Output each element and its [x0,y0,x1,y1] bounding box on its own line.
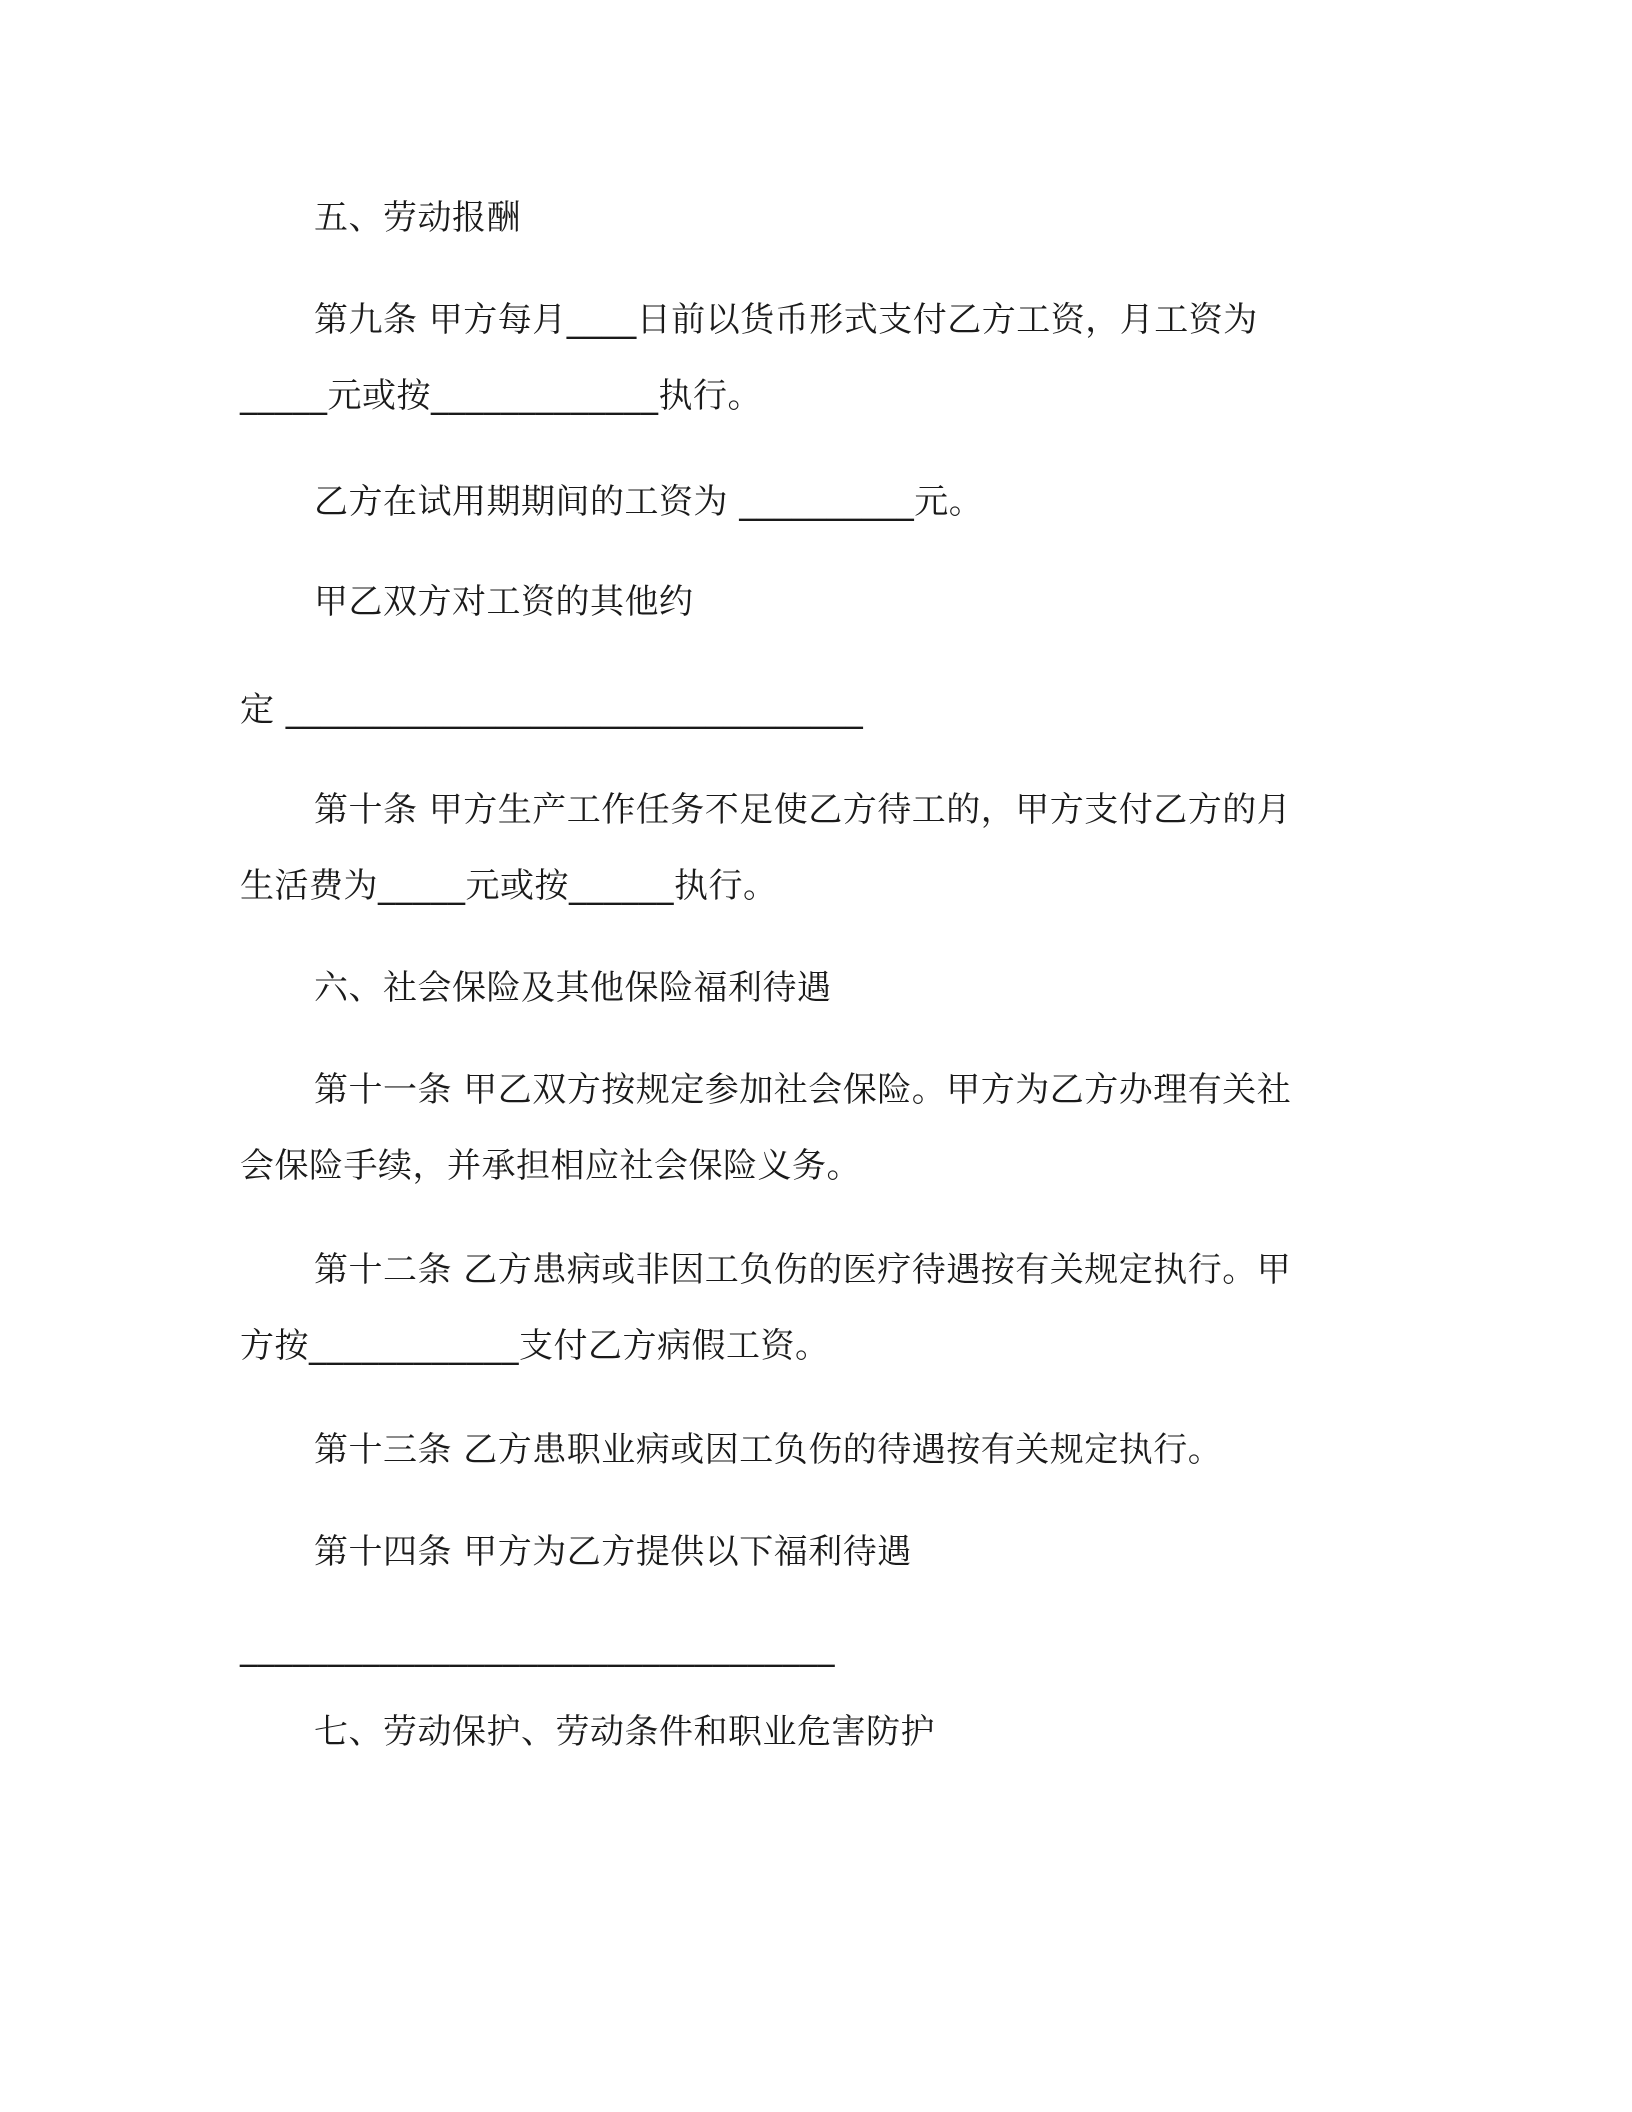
article-12-line-1: 第十二条 乙方患病或非因工负伤的医疗待遇按有关规定执行。甲 [314,1250,1292,1290]
article-14-line-1: 第十四条 甲方为乙方提供以下福利待遇 [314,1532,912,1572]
probation-salary-line: 乙方在试用期期间的工资为 __________元。 [314,482,984,522]
article-12-line-2: 方按____________支付乙方病假工资。 [240,1326,830,1366]
article-14-blank-line: __________________________________ [240,1628,835,1668]
article-9-line-2: _____元或按_____________执行。 [240,376,762,416]
article-11-line-1: 第十一条 甲乙双方按规定参加社会保险。甲方为乙方办理有关社 [314,1070,1292,1110]
other-salary-agreement-line-1: 甲乙双方对工资的其他约 [314,582,694,622]
other-salary-agreement-line-2: 定 _________________________________ [240,690,864,730]
article-11-line-2: 会保险手续，并承担相应社会保险义务。 [240,1146,861,1186]
article-9-line-1: 第九条 甲方每月____日前以货币形式支付乙方工资，月工资为 [314,300,1258,340]
article-10-line-2: 生活费为_____元或按______执行。 [240,866,778,906]
article-13-line: 第十三条 乙方患职业病或因工负伤的待遇按有关规定执行。 [314,1430,1223,1470]
section-heading-labor-protection: 七、劳动保护、劳动条件和职业危害防护 [314,1712,935,1752]
section-heading-labor-pay: 五、劳动报酬 [314,198,521,238]
article-10-line-1: 第十条 甲方生产工作任务不足使乙方待工的，甲方支付乙方的月 [314,790,1292,830]
section-heading-social-insurance: 六、社会保险及其他保险福利待遇 [314,968,832,1008]
